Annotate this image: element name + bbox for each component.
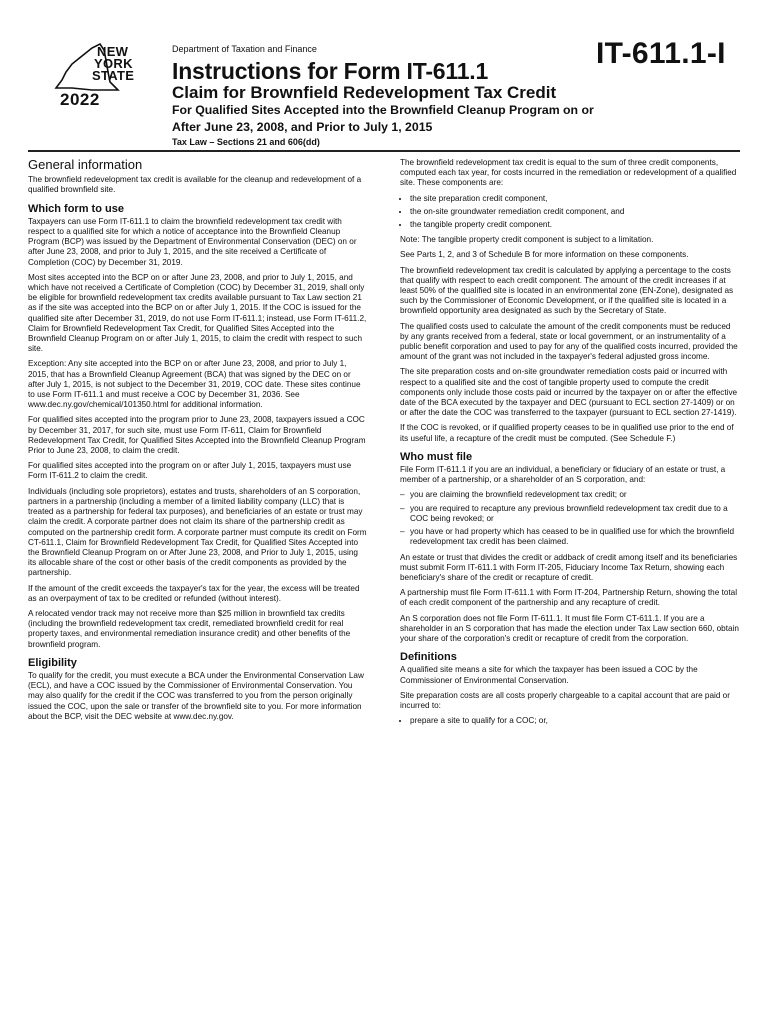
form-id: IT-611.1-I — [596, 37, 726, 70]
s-corporation-text: An S corporation does not file Form IT-611.1. It must file Form CT-611.1. If you are a shareholder in an S corporation that has made the election under Tax Law section 660, obtain your share of the corporation's credit or recapture of credit from the corporation. — [400, 613, 739, 643]
calculation-text: The brownfield redevelopment tax credit is calculated by applying a percentage to the costs that qualify with respect to each credit component. The amount of the credit increases if at least 50% of the qualified site is located in an environmental zone (EN-Zone), designated as such by the Commissioner of Economic Development, or if the qualified site is located in a brownfield opportunity area designated as such by the Secretary of State. — [400, 265, 734, 316]
definitions-heading: Definitions — [400, 651, 457, 664]
list-item: – you are claiming the brownfield redevelopment tax credit; or — [410, 490, 740, 500]
tax-year: 2022 — [60, 90, 100, 109]
page-title: Instructions for Form IT-611.1 — [172, 58, 489, 84]
left-column — [28, 158, 368, 727]
partnership-text: A partnership must file Form IT-611.1 with Form IT-204, Partnership Return, showing the total of each credit component of the partnership and any recapture of credit. — [400, 588, 738, 608]
definitions-list — [400, 716, 740, 726]
list-item: • the on-site groundwater remediation credit component, and — [410, 207, 740, 217]
which-form-heading: Which form to use — [28, 202, 124, 215]
revoked-text: If the COC is revoked, or if qualified property ceases to be in qualified use prior to the end of its useful life, a recapture of the credit must be computed. (See Schedule F.) — [400, 423, 734, 443]
note-text: Note: The tangible property credit component is subject to a limitation. — [400, 235, 654, 245]
list-item: – you are required to recapture any previous brownfield redevelopment tax credit due to a COC being revoked; or — [410, 504, 740, 524]
right-column — [400, 158, 740, 731]
logo-line-2: YORK — [94, 56, 133, 71]
site-preparation-definition: Site preparation costs are all costs properly chargeable to a capital account that are paid or incurred to: — [400, 690, 730, 710]
logo-line-1: NEW — [97, 44, 129, 59]
general-info-heading: General information — [28, 157, 143, 172]
site-prep-costs-text: The site preparation costs and on-site groundwater remediation costs paid or incurred with respect to a qualified site and the cost of tangible property used to compute the credit components only include those costs paid or incurred by the taxpayer on or after the effective date of the BCA executed by the taxpayer and DEC (pursuant to ECL section 27-1409) or on or after the date the COC was transferred to the taxpayer (pursuant to ECL section 27-1419). — [400, 367, 738, 418]
list-item: • the site preparation credit component, — [410, 194, 740, 204]
which-form-para-7: If the amount of the credit exceeds the taxpayer's tax for the year, the excess will be treated as an overpayment of tax to be credited or refunded (without interest). — [28, 583, 360, 603]
form-header — [0, 0, 770, 170]
which-form-para-2: Most sites accepted into the BCP on or after June 23, 2008, and prior to July 1, 2015, and which have not received a Certificate of Completion (COC) by December 31, 2019, shall only be eligible for brownfield redevelopment tax credits available pursuant to Tax Law section 21 as if the site was accepted into the BCP on or after July 1, 2015. If the COC is issued for the qualified site after December 31, 2019, do not use Form IT-611.1; instead, use Form IT-611.2, Claim for Brownfield Redevelopment Tax Credit, for Qualified Sites Accepted into the Brownfield Cleanup Program on or after July 1, 2015, to claim the credit with respect to such site. — [28, 272, 367, 354]
header-divider — [28, 150, 740, 152]
which-form-para-8: A relocated vendor track may not receive more than $25 million in brownfield tax credits (including the brownfield redevelopment tax credit, remediated brownfield credit for real property taxes, and environmental remediation insurance credit) and other benefits of the brownfield program. — [28, 608, 351, 649]
eligibility-text: To qualify for the credit, you must execute a BCA under the Environmental Conservation Law (ECL), and have a COC issued by the Commissioner of Environmental Conservation. You may also qualify for the credit if the COC was transferred to you from the person originally issued the COC, upon the sale or transfer of the brownfield site to you. For more information about the BCP, visit the DEC website at www.dec.ny.gov. — [28, 670, 364, 721]
logo-line-3: STATE — [92, 68, 135, 83]
general-info-text: The brownfield redevelopment tax credit is available for the cleanup and redevelopment of a qualified brownfield site. — [28, 175, 362, 195]
who-must-file-text: File Form IT-611.1 if you are an individual, a beneficiary or fiduciary of an estate or trust, a member of a partnership, or a shareholder of an S corporation, and: — [400, 465, 726, 485]
which-form-para-4: For qualified sites accepted into the program prior to June 23, 2008, taxpayers issued a COC by December 31, 2017, for such site, must use Form IT-611, Claim for Brownfield Redevelopment Tax Credit, for Qualified Sites Accepted into the Brownfield Cleanup Program Prior to June 23, 2008, to claim the credit. — [28, 415, 366, 456]
nys-logo — [52, 42, 164, 114]
estate-trust-text: An estate or trust that divides the credit or addback of credit among itself and its beneficiaries must submit Form IT-611.1 with Form IT-205, Fiduciary Income Tax Return, showing each beneficiary's share of the credit or recapture of credit. — [400, 552, 738, 582]
list-item: – you have or had property which has ceased to be in qualified use for which the brownfield redevelopment tax credit has been claimed. — [410, 527, 740, 547]
form-subtitle: Claim for Brownfield Redevelopment Tax Credit — [172, 83, 557, 102]
see-parts-text: See Parts 1, 2, and 3 of Schedule B for more information on these components. — [400, 250, 689, 260]
qualified-costs-text: The qualified costs used to calculate the amount of the credit components must be reduced by any grants received from a federal, state or local government, or an instrumentality of a public benefit corporation and used to pay for any of the qualified costs incurred, provided the amount of the grant was not included in the taxpayer's federal adjusted gross income. — [400, 321, 738, 362]
credit-components-list — [400, 194, 740, 231]
department-name: Department of Taxation and Finance — [172, 44, 317, 54]
credit-intro: The brownfield redevelopment tax credit is equal to the sum of three credit components, computed each tax year, for costs incurred in the remediation or redevelopment of a qualified site. These components are: — [400, 158, 737, 188]
which-form-para-6: Individuals (including sole proprietors), estates and trusts, shareholders of an S corporation, partners in a partnership (including a member of a limited liability company (LLC) that is treated as a partnership for federal tax purposes), and beneficiaries of an estate or trust may claim the credit. A corporate partner does not claim its share of the partnership credit as computed on the partnership credit form. A corporate partner must compute its credit on Form CT-611.1, Claim for Brownfield Redevelopment Tax Credit, for Qualified Sites Accepted into the Brownfield Cleanup Program on or After June 23, 2008, and Prior to July 1, 2015, using its allocable share of the cost or other basis of the credit components as provided by the partnership. — [28, 486, 367, 578]
exception-para: Exception: Any site accepted into the BCP on or after June 23, 2008, and prior to July 1, 2015, that has a Brownfield Cleanup Agreement (BCA) that was signed by the DEC on or after July 1, 2015, is not subject to the December 31, 2019, COC date. These sites continue to use Form IT-611.1 and must receive a COC by December 31, 2036. See www.dec.ny.gov/chemical/101350.html for additional information. — [28, 359, 361, 410]
list-item: • the tangible property credit component. — [410, 220, 740, 230]
tax-law-reference: Tax Law – Sections 21 and 606(dd) — [172, 137, 320, 147]
form-subtitle-detail: For Qualified Sites Accepted into the Brownfield Cleanup Program on or After June 23, 2008, and Prior to July 1, 2015 — [172, 103, 594, 134]
qualified-site-definition: A qualified site means a site for which the taxpayer has been issued a COC by the Commissioner of Environmental Conservation. — [400, 665, 698, 685]
eligibility-heading: Eligibility — [28, 656, 77, 669]
list-item: • prepare a site to qualify for a COC; or, — [410, 716, 740, 726]
which-form-para-1: Taxpayers can use Form IT-611.1 to claim the brownfield redevelopment tax credit with respect to a qualified site for which a notice of acceptance into the Brownfield Cleanup Program (BCP) was issued by the Department of Environmental Conservation (DEC) on or after June 23, 2008, and prior to July 1, 2015, and the site received a Certificate of Completion (COC) by December 31, 2019. — [28, 216, 357, 267]
who-must-file-list — [400, 490, 740, 547]
who-must-file-heading: Who must file — [400, 450, 473, 463]
which-form-para-5: For qualified sites accepted into the program on or after July 1, 2015, taxpayers must use Form IT-611.2 to claim the credit. — [28, 461, 352, 481]
